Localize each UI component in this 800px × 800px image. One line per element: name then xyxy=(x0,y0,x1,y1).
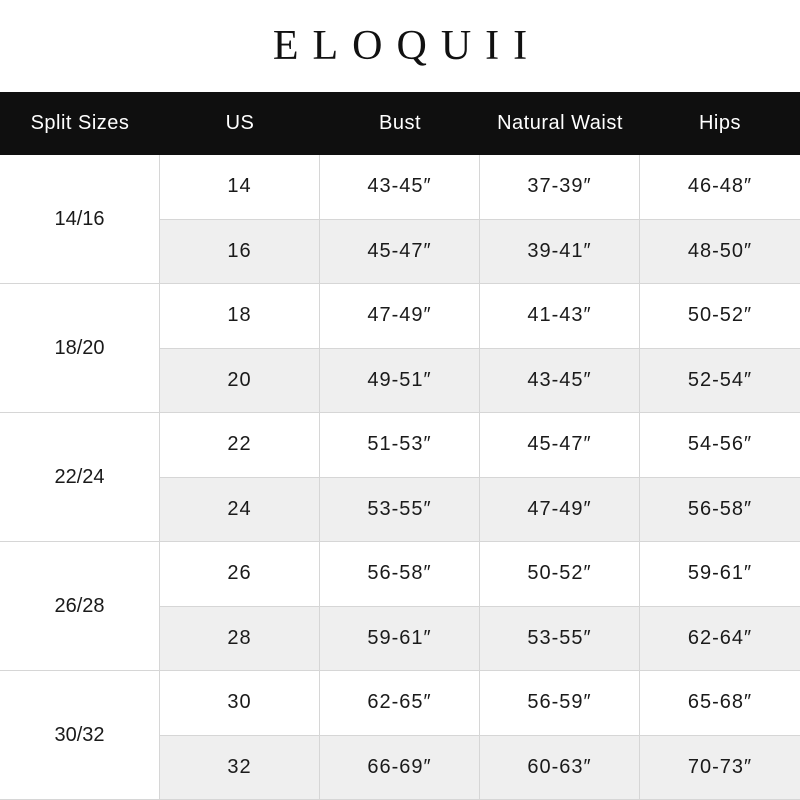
hips-cell: 48-50″ xyxy=(687,239,753,262)
table-row xyxy=(160,478,800,543)
size-group xyxy=(0,671,800,800)
table-row xyxy=(160,220,800,285)
bust-cell: 43-45″ xyxy=(320,155,480,219)
header-split-sizes: Split Sizes xyxy=(30,112,130,134)
us-size-cell: 14 xyxy=(160,155,320,219)
split-size-label: 26/28 xyxy=(0,542,160,671)
bust-cell: 59-61″ xyxy=(320,607,480,671)
hips-cell: 70-73″ xyxy=(687,755,753,778)
hips-cell: 50-52″ xyxy=(687,304,753,327)
table-row xyxy=(160,736,800,800)
us-size-cell: 18 xyxy=(160,284,320,348)
bust-cell: 51-53″ xyxy=(320,413,480,477)
size-group xyxy=(0,155,800,284)
waist-cell: 53-55″ xyxy=(480,607,640,671)
split-size-label: 14/16 xyxy=(0,155,160,284)
hips-cell: 59-61″ xyxy=(687,562,753,585)
header-hips: Hips xyxy=(698,112,741,134)
bust-cell: 66-69″ xyxy=(320,736,480,800)
table-row xyxy=(160,607,800,672)
us-size-cell: 32 xyxy=(160,736,320,800)
hips-cell: 62-64″ xyxy=(687,626,753,649)
table-row xyxy=(160,284,800,349)
us-size-cell: 24 xyxy=(160,478,320,542)
waist-cell: 56-59″ xyxy=(480,671,640,735)
us-size-cell: 16 xyxy=(160,220,320,284)
hips-cell: 54-56″ xyxy=(687,433,753,456)
us-size-cell: 30 xyxy=(160,671,320,735)
size-group xyxy=(0,542,800,671)
table-row xyxy=(160,542,800,607)
waist-cell: 43-45″ xyxy=(480,349,640,413)
bust-cell: 56-58″ xyxy=(320,542,480,606)
waist-cell: 41-43″ xyxy=(480,284,640,348)
bust-cell: 53-55″ xyxy=(320,478,480,542)
table-row xyxy=(160,413,800,478)
waist-cell: 37-39″ xyxy=(480,155,640,219)
bust-cell: 47-49″ xyxy=(320,284,480,348)
hips-cell: 46-48″ xyxy=(687,175,753,198)
header-bust: Bust xyxy=(378,112,422,134)
hips-cell: 52-54″ xyxy=(687,368,753,391)
split-size-label: 30/32 xyxy=(0,671,160,800)
size-group xyxy=(0,284,800,413)
hips-cell: 56-58″ xyxy=(687,497,753,520)
us-size-cell: 22 xyxy=(160,413,320,477)
size-table xyxy=(0,155,800,800)
bust-cell: 62-65″ xyxy=(320,671,480,735)
waist-cell: 60-63″ xyxy=(480,736,640,800)
table-row xyxy=(160,349,800,414)
waist-cell: 39-41″ xyxy=(480,220,640,284)
us-size-cell: 20 xyxy=(160,349,320,413)
us-size-cell: 28 xyxy=(160,607,320,671)
split-size-label: 18/20 xyxy=(0,284,160,413)
bust-cell: 49-51″ xyxy=(320,349,480,413)
header-natural-waist: Natural Waist xyxy=(497,112,623,134)
us-size-cell: 26 xyxy=(160,542,320,606)
table-row xyxy=(160,671,800,736)
hips-cell: 65-68″ xyxy=(687,691,753,714)
size-group xyxy=(0,413,800,542)
table-row xyxy=(160,155,800,220)
waist-cell: 47-49″ xyxy=(480,478,640,542)
table-header-row xyxy=(0,92,800,155)
waist-cell: 45-47″ xyxy=(480,413,640,477)
split-size-label: 22/24 xyxy=(0,413,160,542)
bust-cell: 45-47″ xyxy=(320,220,480,284)
waist-cell: 50-52″ xyxy=(480,542,640,606)
header-us: US xyxy=(225,112,255,134)
brand-logo: ELOQUII xyxy=(272,23,542,69)
